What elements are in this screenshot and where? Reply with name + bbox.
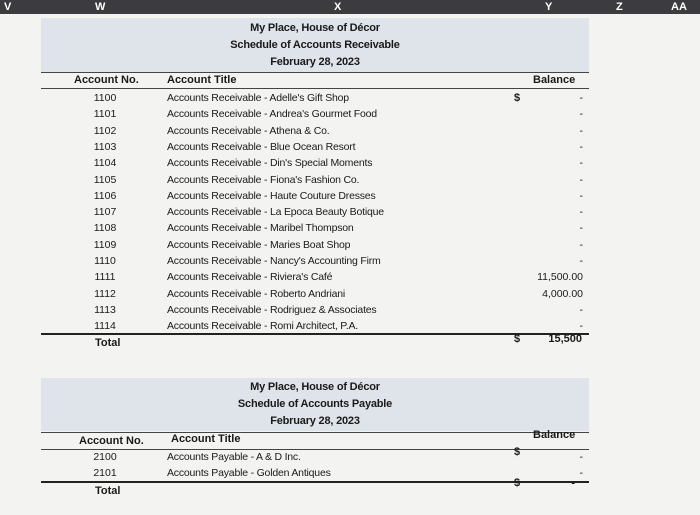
receivable-total-amount: 15,500	[548, 333, 582, 345]
table-row	[41, 106, 589, 122]
account-balance[interactable]: -	[579, 92, 583, 104]
table-row	[41, 237, 589, 253]
payable-header-rule	[41, 432, 589, 433]
account-balance[interactable]: -	[579, 173, 583, 186]
account-balance[interactable]: -	[579, 320, 583, 333]
payable-header-account-no: Account No.	[79, 435, 144, 447]
receivable-title-block	[41, 18, 589, 73]
payable-header-account-title: Account Title	[171, 433, 241, 445]
account-number[interactable]: 1102	[93, 124, 117, 137]
account-title[interactable]: Accounts Receivable - Blue Ocean Resort	[167, 140, 356, 153]
account-balance[interactable]: 11,500.00	[537, 271, 583, 284]
column-letter-v[interactable]: V	[4, 1, 12, 13]
table-row	[41, 465, 589, 481]
account-number[interactable]: 2101	[93, 466, 117, 479]
account-number[interactable]: 1111	[94, 271, 116, 284]
account-title[interactable]: Accounts Receivable - Romi Architect, P.A.	[167, 320, 358, 333]
account-title[interactable]: Accounts Receivable - Roberto Andriani	[167, 287, 346, 300]
table-row	[41, 253, 589, 269]
account-number[interactable]: 1106	[93, 189, 117, 202]
account-balance[interactable]: -	[579, 238, 583, 251]
payable-header-balance: Balance	[533, 429, 576, 441]
account-balance[interactable]: -	[579, 189, 583, 202]
account-title[interactable]: Accounts Receivable - Rodriguez & Associates	[167, 303, 377, 316]
account-number[interactable]: 1109	[93, 238, 117, 251]
table-row	[41, 220, 589, 236]
payable-dollar-sign: $	[514, 446, 521, 458]
payable-schedule-name: Schedule of Accounts Payable	[237, 398, 393, 410]
account-balance[interactable]: -	[579, 124, 583, 137]
receivable-subheader-rule	[41, 88, 589, 89]
receivable-dollar-sign: $	[514, 92, 521, 104]
account-title[interactable]: Accounts Receivable - Fiona's Fashion Co.	[167, 173, 360, 186]
payable-date: February 28, 2023	[270, 415, 360, 427]
column-letter-w[interactable]: W	[95, 1, 106, 13]
column-letter-z[interactable]: Z	[616, 1, 623, 13]
account-balance[interactable]: -	[579, 466, 583, 479]
account-title[interactable]: Accounts Receivable - Haute Couture Dresses	[167, 189, 376, 202]
account-balance[interactable]: -	[579, 451, 583, 463]
table-row	[41, 449, 589, 465]
account-balance[interactable]: 4,000.00	[542, 287, 583, 300]
table-row	[41, 155, 589, 171]
table-row	[41, 90, 589, 106]
column-header-bar	[0, 0, 700, 14]
table-row	[41, 286, 589, 302]
account-number[interactable]: 1112	[94, 287, 116, 300]
account-number[interactable]: 1108	[93, 222, 117, 235]
table-row	[41, 123, 589, 139]
payable-company-name: My Place, House of Décor	[250, 381, 380, 393]
payable-total-rule	[41, 481, 589, 483]
account-balance[interactable]: -	[579, 108, 583, 121]
payable-total-dollar: $	[514, 477, 521, 489]
table-row	[41, 172, 589, 188]
account-number[interactable]: 1114	[94, 320, 116, 333]
account-title[interactable]: Accounts Receivable - Adelle's Gift Shop	[167, 92, 349, 104]
account-number[interactable]: 2100	[93, 451, 117, 463]
column-letter-x[interactable]: X	[334, 1, 342, 13]
receivable-header-account-no: Account No.	[74, 74, 139, 86]
account-number[interactable]: 1104	[93, 157, 117, 170]
payable-title-block	[41, 378, 589, 431]
receivable-total-dollar: $	[514, 333, 521, 345]
account-number[interactable]: 1113	[94, 303, 116, 316]
receivable-total-label: Total	[95, 337, 121, 349]
account-title[interactable]: Accounts Receivable - Andrea's Gourmet Food	[167, 108, 377, 121]
account-balance[interactable]: -	[579, 140, 583, 153]
receivable-schedule-name: Schedule of Accounts Receivable	[230, 39, 400, 51]
table-row	[41, 204, 589, 220]
account-title[interactable]: Accounts Receivable - Athena & Co.	[167, 124, 330, 137]
account-balance[interactable]: -	[579, 222, 583, 235]
account-title[interactable]: Accounts Receivable - Maribel Thompson	[167, 222, 354, 235]
receivable-header-balance: Balance	[533, 74, 576, 86]
account-balance[interactable]: -	[579, 255, 583, 267]
table-row	[41, 318, 589, 334]
account-number[interactable]: 1103	[93, 140, 117, 153]
table-row	[41, 139, 589, 155]
account-title[interactable]: Accounts Payable - A & D Inc.	[167, 451, 301, 463]
account-number[interactable]: 1100	[93, 92, 117, 104]
account-balance[interactable]: -	[579, 206, 583, 219]
table-row	[41, 269, 589, 285]
receivable-company-name: My Place, House of Décor	[250, 22, 380, 34]
table-row	[41, 188, 589, 204]
account-title[interactable]: Accounts Receivable - La Epoca Beauty Botique	[167, 206, 384, 219]
account-title[interactable]: Accounts Receivable - Maries Boat Shop	[167, 238, 351, 251]
account-number[interactable]: 1107	[93, 206, 117, 219]
account-title[interactable]: Accounts Receivable - Din's Special Moments	[167, 157, 373, 170]
column-letter-y[interactable]: Y	[545, 1, 553, 13]
receivable-header-rule	[41, 72, 589, 73]
receivable-total-rule	[41, 333, 589, 335]
payable-total-label: Total	[95, 485, 121, 497]
account-title[interactable]: Accounts Receivable - Nancy's Accounting Firm	[167, 255, 381, 267]
account-title[interactable]: Accounts Payable - Golden Antiques	[167, 466, 331, 479]
account-number[interactable]: 1105	[93, 173, 117, 186]
payable-total-amount: -	[571, 477, 575, 489]
account-number[interactable]: 1110	[94, 255, 116, 267]
account-number[interactable]: 1101	[93, 108, 117, 121]
column-letter-aa[interactable]: AA	[671, 1, 687, 13]
receivable-date: February 28, 2023	[270, 56, 360, 68]
receivable-header-account-title: Account Title	[167, 74, 237, 86]
account-title[interactable]: Accounts Receivable - Riviera's Café	[167, 271, 333, 284]
account-balance[interactable]: -	[579, 303, 583, 316]
account-balance[interactable]: -	[579, 157, 583, 170]
table-row	[41, 302, 589, 318]
